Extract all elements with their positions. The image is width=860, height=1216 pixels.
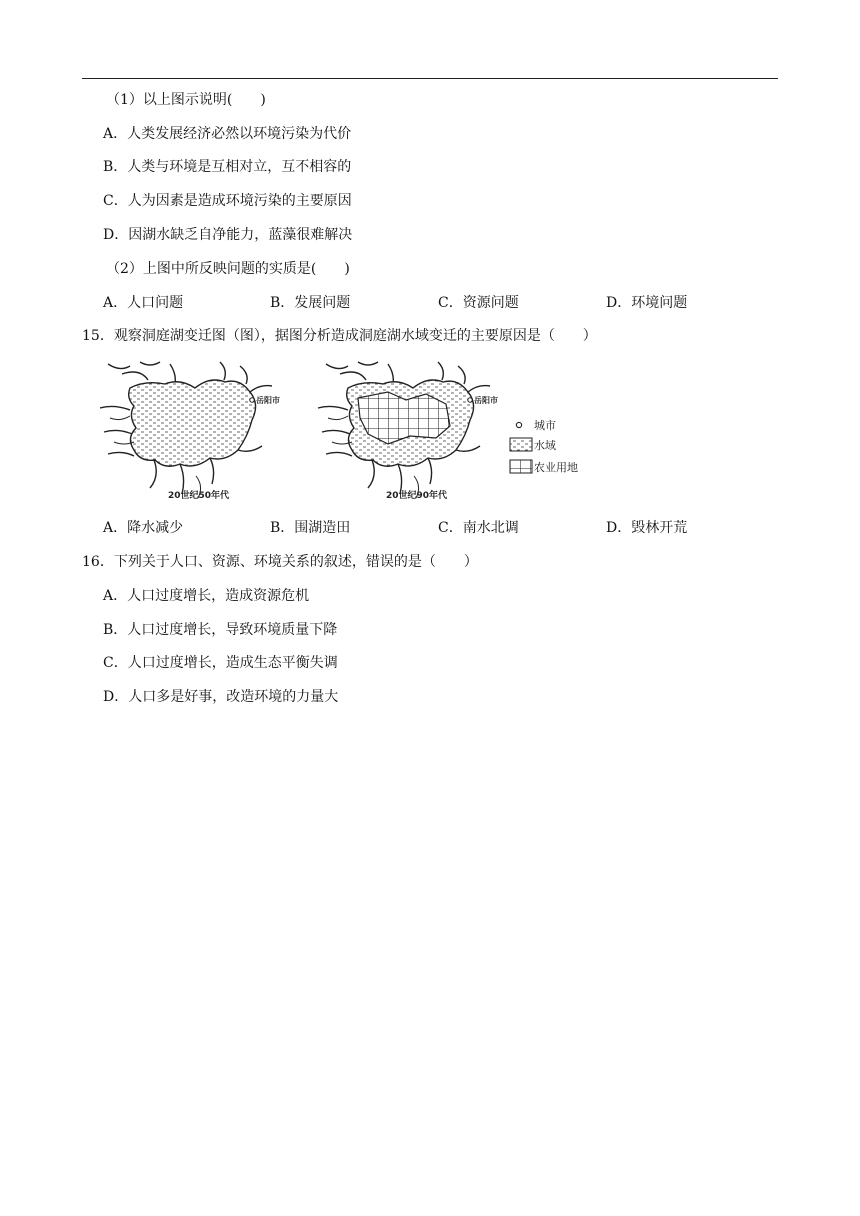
legend-water-label: 水域 <box>534 439 556 452</box>
q14-sub2-option-a[interactable]: A．人口问题 <box>103 295 184 311</box>
q14-sub1-option-c[interactable]: C．人为因素是造成环境污染的主要原因 <box>103 193 352 209</box>
lake-map-1950s <box>100 362 280 501</box>
q14-sub1-option-b[interactable]: B．人类与环境是互相对立，互不相容的 <box>103 159 352 175</box>
map-legend <box>510 419 578 474</box>
q14-sub2-option-c[interactable]: C．资源问题 <box>438 295 519 311</box>
city-label-left: 岳阳市 <box>256 396 280 405</box>
q15-option-c[interactable]: C．南水北调 <box>438 520 519 536</box>
lake-map-1990s <box>318 362 498 501</box>
city-label-right: 岳阳市 <box>474 396 498 405</box>
water-legend-icon <box>510 438 532 451</box>
dongting-lake-figure <box>100 358 600 506</box>
q14-sub1-stem: （1）以上图示说明( ) <box>106 92 266 108</box>
caption-1950s: 20世纪50年代 <box>168 491 230 501</box>
q15-option-b[interactable]: B．围湖造田 <box>270 520 351 536</box>
q16-option-c[interactable]: C．人口过度增长，造成生态平衡失调 <box>103 655 338 671</box>
q16-stem: 16．下列关于人口、资源、环境关系的叙述，错误的是（ ） <box>82 554 478 570</box>
q16-option-b[interactable]: B．人口过度增长，导致环境质量下降 <box>103 622 338 638</box>
farmland-legend-icon <box>510 460 532 473</box>
q14-sub2-option-b[interactable]: B．发展问题 <box>270 295 351 311</box>
q14-sub2-option-d[interactable]: D．环境问题 <box>606 295 688 311</box>
q15-option-a[interactable]: A．降水减少 <box>103 520 184 536</box>
q16-option-d[interactable]: D．人口多是好事，改造环境的力量大 <box>103 689 339 705</box>
legend-city-label: 城市 <box>534 419 556 432</box>
caption-1990s: 20世纪90年代 <box>386 491 448 501</box>
q15-stem: 15．观察洞庭湖变迁图（图），据图分析造成洞庭湖水域变迁的主要原因是（ ） <box>82 328 597 344</box>
q14-sub1-option-a[interactable]: A．人类发展经济必然以环境污染为代价 <box>103 126 352 142</box>
q14-sub1-option-d[interactable]: D．因湖水缺乏自净能力，蓝藻很难解决 <box>103 227 353 243</box>
legend-farmland-label: 农业用地 <box>534 461 578 474</box>
city-legend-icon <box>516 422 521 427</box>
q16-option-a[interactable]: A．人口过度增长，造成资源危机 <box>103 588 310 604</box>
q15-option-d[interactable]: D．毁林开荒 <box>606 520 688 536</box>
header-rule <box>82 78 778 79</box>
q14-sub2-stem: （2）上图中所反映问题的实质是( ) <box>106 261 350 277</box>
